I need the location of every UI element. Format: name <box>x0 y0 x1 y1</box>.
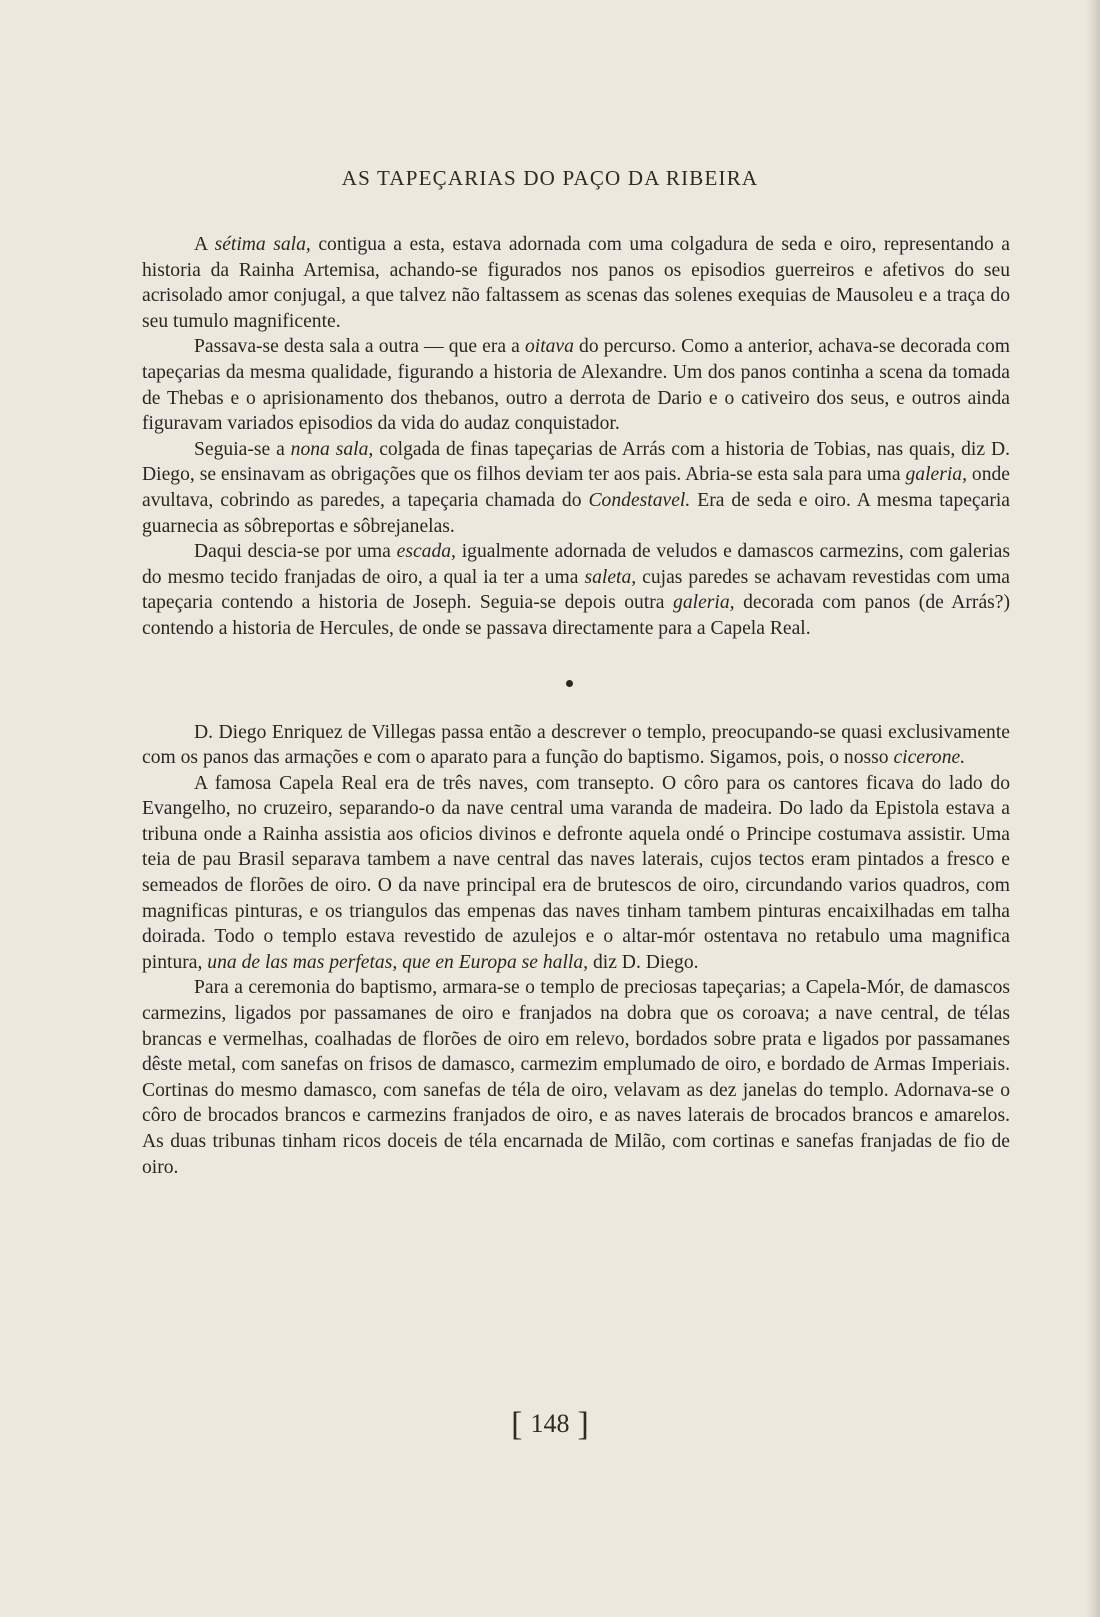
page-number <box>0 1406 1100 1444</box>
section-rooms <box>142 232 1010 642</box>
italic-run: galeria, <box>905 464 967 486</box>
italic-run: una de las mas perfetas, que en Europa se halla, <box>207 951 589 973</box>
text-run: decorada com panos (de Arrás?) contendo a historia de Hercules, de onde se passava directamente para a Capela Real. <box>142 592 1011 639</box>
text-run: igualmente adornada de veludos e damascos carmezins, com galerias do mesmo tecido franjadas de oiro, a qual ia ter a uma <box>142 541 1011 588</box>
italic-run: Condestavel. <box>588 489 691 511</box>
section-separator <box>142 642 1010 720</box>
section-chapel <box>142 720 1010 1181</box>
separator-dot <box>566 680 573 687</box>
italic-run: escada, <box>396 541 456 563</box>
paragraph <box>142 539 1010 641</box>
paragraph <box>142 975 1010 1180</box>
text-run: Seguia-se a <box>194 438 291 460</box>
text-run: diz D. Diego. <box>588 951 699 973</box>
paragraph <box>142 720 1010 771</box>
italic-run: saleta, <box>584 566 637 588</box>
text-run: onde avultava, cobrindo as paredes, a tapeçaria chamada do <box>142 464 1010 511</box>
text-run: do percurso. Como a anterior, achava-se decorada com tapeçarias da mesma qualidade, figurando a historia de Alexandre. Um dos panos continha a scena da tomada de Thebas e o aprisionamento dos thebanos, outro a derrota de Dario e o cativeiro dos seus, e outros ainda figuravam variados episodios da vida do audaz conquistador. <box>142 336 1010 435</box>
body-text <box>142 232 1010 1180</box>
italic-run: galeria, <box>673 592 735 614</box>
italic-run: nona sala, <box>290 438 374 460</box>
paragraph <box>142 232 1010 334</box>
text-run: D. Diego Enriquez de Villegas passa então a descrever o templo, preocupando-se quasi exclusivamente com os panos das armações e com o aparato para a função do baptismo. Sigamos, pois, o nosso <box>142 721 1010 769</box>
text-run: colgada de finas tapeçarias de Arrás com a historia de Tobias, nas quais, diz D. Diego, se ensinavam as obrigações que os filhos deviam ter aos pais. Abria-se esta sala para uma <box>142 438 1010 486</box>
text-run: contigua a esta, estava adornada com uma colgadura de seda e oiro, representando a historia da Rainha Artemisa, achando-se figurados nos panos os episodios guerreiros e afetivos do seu acrisolado amor conjugal, a que talvez não faltassem as scenas das solenes exequias de Mausoleu e a traça do seu tumulo magnificente. <box>142 234 1010 332</box>
italic-run: cicerone. <box>893 747 966 769</box>
text-run: Era de seda e oiro. A mesma tapeçaria guarnecia as sôbreportas e sôbrejanelas. <box>142 489 1010 537</box>
paragraph <box>142 334 1010 436</box>
paragraph <box>142 771 1010 976</box>
italic-run: oitava <box>524 336 574 358</box>
folio-open-bracket: [ <box>511 1406 523 1443</box>
text-run: Para a ceremonia do baptismo, armara-se o templo de preciosas tapeçarias; a Capela-Mór, de damascos carmezins, ligados por passamanes de oiro e franjados na dobra que os coroava; a nave central, de télas brancas e vermelhas, coalhadas de florões de oiro em relevo, bordados sobre prata e ligados por passamanes dêste metal, com sanefas on frisos de damasco, carmezim emplumado de oiro, e bordado de Armas Imperiais. Cortinas do mesmo damasco, com sanefas de téla de oiro, velavam as dez janelas do templo. Adornava-se o côro de brocados brancos e carmezins franjados de oiro, e as naves laterais de brocados brancos e amarelos. As duas tribunas tinham ricos doceis de téla encarnada de Milão, com cortinas e sanefas franjadas de fio de oiro. <box>142 977 1010 1178</box>
page-edge-shadow <box>1086 0 1100 1617</box>
running-head: AS TAPEÇARIAS DO PAÇO DA RIBEIRA <box>341 166 759 190</box>
text-run: Passava-se desta sala a outra — que era a <box>194 336 525 358</box>
folio-close-bracket: ] <box>577 1406 589 1443</box>
text-run: A <box>194 234 215 255</box>
folio-number: 148 <box>530 1409 570 1438</box>
paragraph <box>142 437 1010 539</box>
text-run: cujas paredes se achavam revestidas com uma tapeçaria contendo a historia de Joseph. Seguia-se depois outra <box>142 566 1011 614</box>
text-run: A famosa Capela Real era de três naves, com transepto. O côro para os cantores ficava do lado do Evangelho, no cruzeiro, separando-o da nave central uma varanda de madeira. Do lado da Epistola estava a tribuna onde a Rainha assistia aos oficios divinos e defronte aquela ondé o Principe costumava assistir. Uma teia de pau Brasil separava tambem a nave central das naves laterais, cujos tectos eram pintados a fresco e semeados de florões de oiro. O da nave principal era de brutescos de oiro, circundando varios quadros, com magnificas pinturas, e os triangulos das empenas das naves tinham tambem pinturas encaixilhadas em talha doirada. Todo o templo estava revestido de azulejos e o altar-mór ostentava no retabulo uma magnifica pintura, <box>142 772 1010 973</box>
text-run: Daqui descia-se por uma <box>194 541 397 563</box>
italic-run: sétima sala, <box>214 234 311 255</box>
